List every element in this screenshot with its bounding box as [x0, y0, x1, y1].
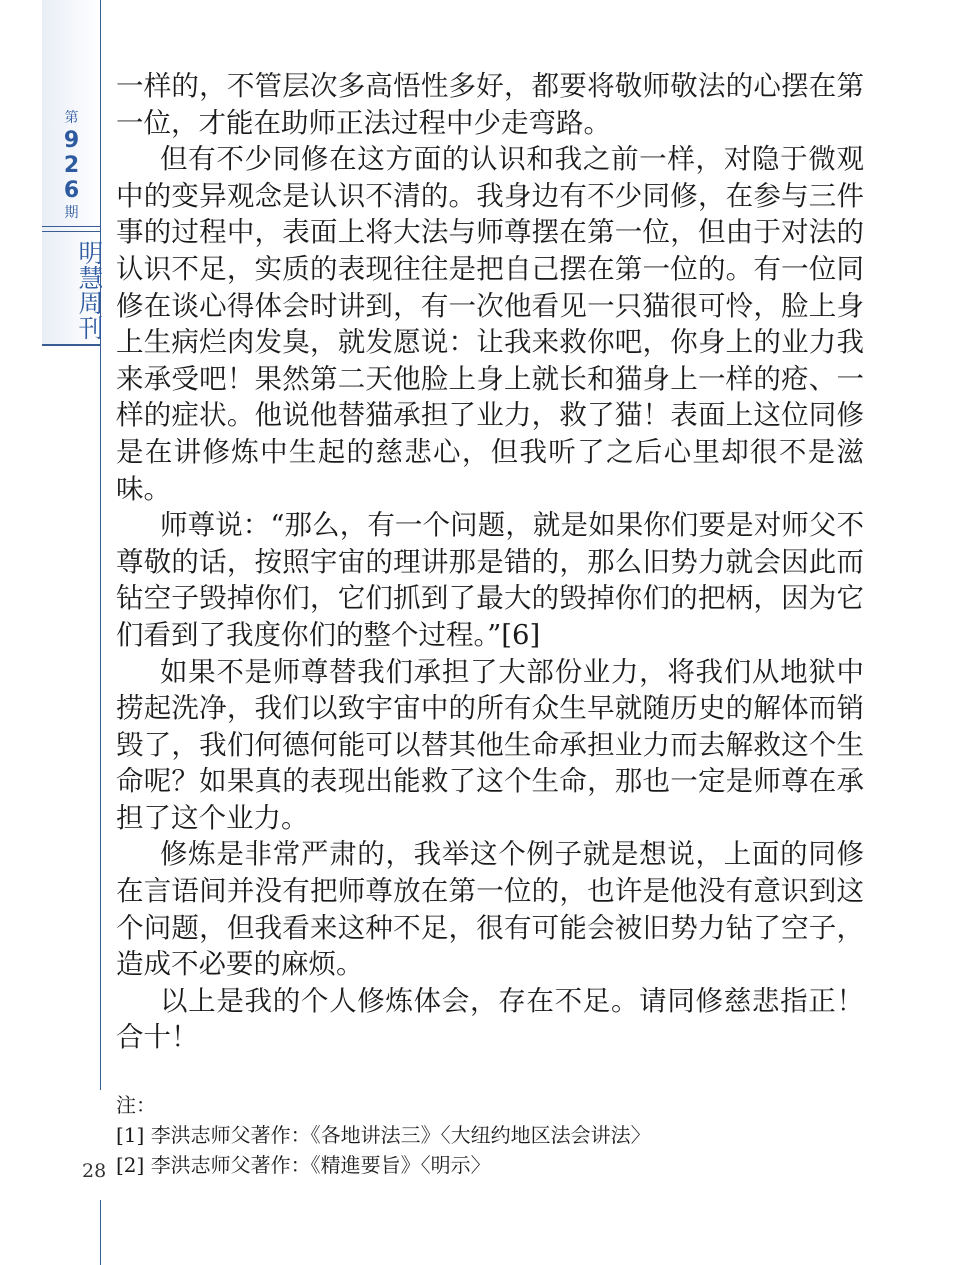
footnotes [116, 1090, 876, 1180]
issue-digit: 2 [63, 153, 80, 178]
paragraph: 如果不是师尊替我们承担了大部份业力，将我们从地狱中捞起洗净，我们以致宇宙中的所有众生早就随历史的解体而销毁了，我们何德何能可以替其他生命承担业力而去解救这个生命呢？如果真的表现出能救了这个生命，那也一定是师尊在承担了这个业力。 [116, 655, 864, 834]
paragraph: 一样的，不管层次多高悟性多好，都要将敬师敬法的心摆在第一位，才能在助师正法过程中少走弯路。 [116, 70, 864, 139]
footnotes-heading: 注： [116, 1093, 156, 1117]
page-number: 28 [82, 1160, 107, 1182]
issue-number [42, 128, 101, 203]
article-body [116, 68, 864, 1056]
masthead-title: 明慧周刊 [75, 240, 104, 340]
divider [42, 226, 101, 227]
footnote-item: [1] 李洪志师父著作：《各地讲法三》〈大纽约地区法会讲法〉 [116, 1123, 651, 1147]
divider [42, 344, 101, 346]
issue-suffix: 期 [64, 205, 79, 221]
divider [42, 231, 101, 232]
paragraph: 修炼是非常严肃的，我举这个例子就是想说，上面的同修在言语间并没有把师尊放在第一位的，也许是他没有意识到这个问题，但我看来这种不足，很有可能会被旧势力钻了空子，造成不必要的麻烦。 [116, 838, 864, 981]
footnote-item: [2] 李洪志师父著作：《精進要旨》〈明示〉 [116, 1153, 491, 1177]
issue-digit: 6 [63, 178, 80, 203]
paragraph: 师尊说：“那么，有一个问题，就是如果你们要是对师父不尊敬的话，按照宇宙的理讲那是错的，那么旧势力就会因此而钻空子毁掉你们，它们抓到了最大的毁掉你们的把柄，因为它们看到了我度你们的整个过程。”[6] [116, 509, 864, 651]
issue-label [42, 108, 101, 223]
sidebar-rule-gap [99, 1090, 103, 1200]
issue-digit: 9 [63, 128, 80, 153]
paragraph: 但有不少同修在这方面的认识和我之前一样，对隐于微观中的变异观念是认识不清的。我身边有不少同修，在参与三件事的过程中，表面上将大法与师尊摆在第一位，但由于对法的认识不足，实质的表现往往是把自己摆在第一位的。有一位同修在谈心得体会时讲到，有一次他看见一只猫很可怜，脸上身上生病烂肉发臭，就发愿说：让我来救你吧，你身上的业力我来承受吧！果然第二天他脸上身上就长和猫身上一样的疮、一样的症状。他说他替猫承担了业力，救了猫！表面上这位同修是在讲修炼中生起的慈悲心，但我听了之后心里却很不是滋味。 [116, 143, 864, 505]
issue-prefix: 第 [64, 110, 79, 126]
paragraph: 以上是我的个人修炼体会，存在不足。请同修慈悲指正！合十！ [116, 984, 864, 1054]
